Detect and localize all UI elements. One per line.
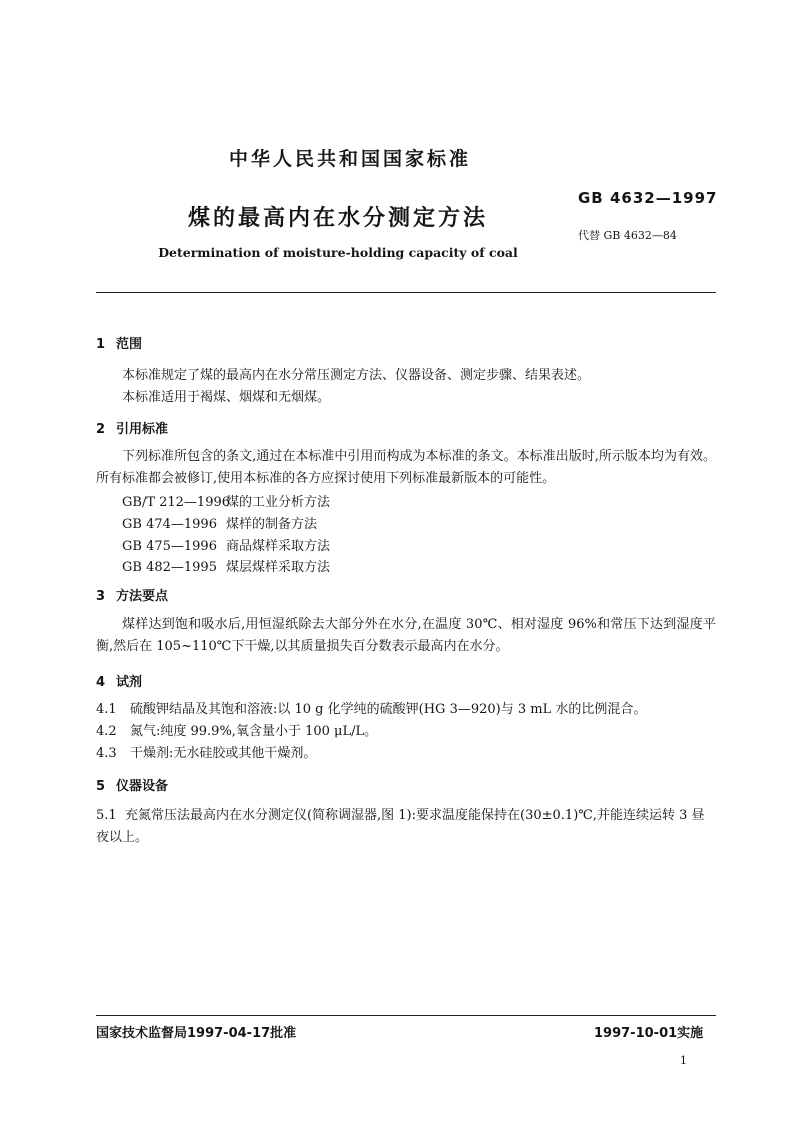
clause-text: 干燥剂:无水硅胶或其他干燥剂。 [130,746,317,761]
clause-number: 4.1 [96,702,117,717]
equipment-item [96,805,716,849]
effective-date: 1997-10-01实施 [594,1026,704,1041]
reference-title: 商品煤样采取方法 [226,539,331,554]
standard-name: 中华人民共和国国家标准 [228,148,471,170]
document-title-cn: 煤的最高内在水分测定方法 [187,206,488,231]
section-heading-4 [96,671,142,690]
page-number: 1 [680,1054,687,1067]
section-title: 引用标准 [116,422,169,437]
reference-code: GB/T 212—1996 [122,495,231,510]
section-heading-3 [96,585,168,604]
reference-title: 煤的工业分析方法 [226,495,331,510]
reference-code: GB 475—1996 [122,539,217,554]
footer-divider [96,1015,716,1016]
reference-item [122,535,330,554]
section-title: 仪器设备 [116,779,169,794]
section-1-line-2: 本标准适用于褐煤、烟煤和无烟煤。 [122,390,331,405]
reagent-item [96,743,716,765]
clause-number: 4.3 [96,746,117,761]
reagent-item [96,699,716,721]
reference-title: 煤层煤样采取方法 [226,560,331,575]
reference-item [122,513,317,532]
replaces-note: 代替 GB 4632—84 [578,229,677,242]
clause-text: 充氮常压法最高内在水分测定仪(简称调湿器,图 1):要求温度能保持在(30±0.1)℃,并能连续运转 3 昼夜以上。 [96,808,705,845]
section-number: 2 [96,422,106,437]
section-number: 4 [96,675,106,690]
section-title: 范围 [116,337,143,352]
section-number: 1 [96,337,106,352]
standard-code: GB 4632—1997 [578,189,718,207]
clause-number: 5.1 [96,808,117,823]
reference-item [122,491,330,510]
reference-item [122,556,330,575]
reference-code: GB 474—1996 [122,517,217,532]
section-3-paragraph: 煤样达到饱和吸水后,用恒湿纸除去大部分外在水分,在温度 30℃、相对湿度 96%和常压下达到湿度平衡,然后在 105~110℃下干燥,以其质量损失百分数表示最高内在水分。 [96,617,716,654]
section-heading-5 [96,775,168,794]
reference-title: 煤样的制备方法 [226,517,318,532]
section-title: 试剂 [116,675,143,690]
section-heading-1 [96,333,142,352]
header-divider [96,292,716,293]
clause-text: 硫酸钾结晶及其饱和溶液:以 10 g 化学纯的硫酸钾(HG 3—920)与 3 mL 水的比例混合。 [130,702,647,717]
approval-note: 国家技术监督局1997-04-17批准 [96,1026,297,1041]
section-1-line-1: 本标准规定了煤的最高内在水分常压测定方法、仪器设备、测定步骤、结果表述。 [122,368,591,383]
clause-number: 4.2 [96,724,117,739]
section-2-paragraph: 下列标准所包含的条文,通过在本标准中引用而构成为本标准的条文。本标准出版时,所示版本均为有效。所有标准都会被修订,使用本标准的各方应探讨使用下列标准最新版本的可能性。 [96,449,716,486]
clause-text: 氮气:纯度 99.9%,氧含量小于 100 μL/L。 [130,724,378,739]
section-number: 5 [96,779,106,794]
section-number: 3 [96,589,106,604]
section-title: 方法要点 [116,589,169,604]
section-heading-2 [96,418,168,437]
reference-code: GB 482—1995 [122,560,217,575]
reagent-item [96,721,716,743]
document-title-en: Determination of moisture-holding capacity of coal [158,245,518,260]
